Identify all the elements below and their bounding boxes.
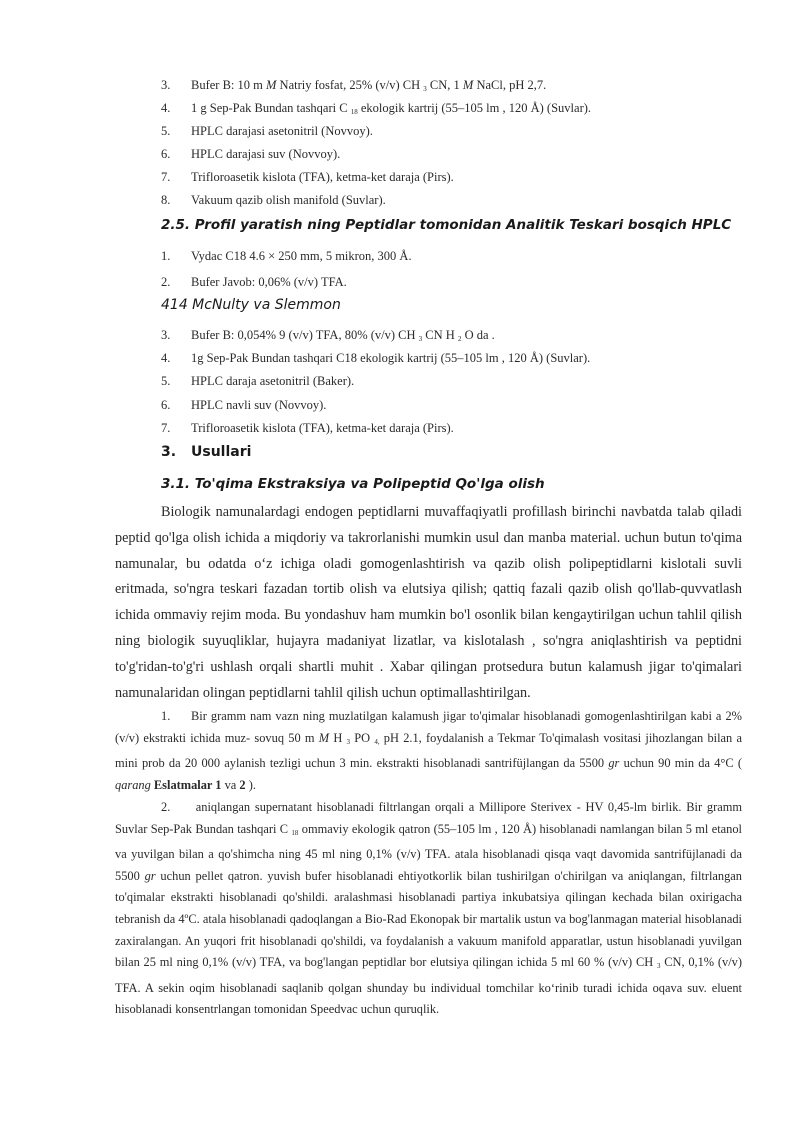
step-text: ). <box>245 777 256 792</box>
list-number: 6. <box>161 398 171 412</box>
list-item <box>161 77 546 97</box>
running-head: 414 McNulty va Slemmon <box>161 297 341 313</box>
section-heading <box>161 444 251 460</box>
list-text: NaCl, pH 2,7. <box>473 78 547 92</box>
list-item <box>161 192 386 208</box>
subscript: 4, <box>374 737 380 746</box>
list-item <box>161 274 347 290</box>
notes-reference: 2 <box>239 777 246 792</box>
step-text: uchun pellet qatron. yuvish bufer hisoblanadi ehtiyotkorlik bilan tushirilgan o'chirilgan va aniqlangan, filtrlangan to'qimalar ekstrakti hisoblanadi qo'shildi. aralashmasi hisoblanadi partiya inkubatsiya qilingan kechada bilan oxirigacha tebranish da 4ºC. atala hisoblanadi qadoqlangan a Bio-Rad Ekonopak bir martalik ustun va bog'lanmagan material hisoblanadi zaxiralangan. An yuqori frit hisoblanadi qo'shildi, va foydalanish a vakuum manifold apparatlar, ustun hisoblanadi yuvilgan bilan 25 ml ning 0,1% (v/v) TFA, va bog'langan peptidlar bor elutsiya qilingan ichida 5 ml 60 % (v/v) CH <box>115 868 742 970</box>
paragraph-text: Biologik namunalardagi endogen peptidlarni muvaffaqiyatli profillash birinchi navbatda talab qiladi peptid qo'lga olish ichida a miqdoriy va takrorlanishi mumkin usul dan manba material. uchun butun to'qima namunalar, bu odatda o‘z ichiga oladi gomogenlashtirish va qazib olish polipeptidlarni kislotali suvli eritmada, so'ngra teskari fazadan tortib olish va elutsiya qilish; qattiq fazali qazib olish qo'llab-quvvatlash ichida ommaviy rejim moda. Bu yondashuv ham mumkin bo'l osonlik bilan kengaytirilgan uchun tahlil qilish ning biologik suyuqliklar, hujayra madaniyat lizatlar, va kislotalash , so'ngra aniqlashtirish va peptidni to'g'ridan-to'g'ri ushlash orqali shartli muhit . Xabar qilingan protsedura butun kalamush jigar to'qimalari namunalaridan olingan peptidlarni tahlil qilish uchun optimallashtirilgan. <box>115 504 742 701</box>
subscript: 3 <box>346 737 351 746</box>
list-text: Natriy fosfat, 25% (v/v) CH <box>276 78 424 92</box>
list-text: M <box>266 78 277 92</box>
list-text: CN, 1 <box>426 78 463 92</box>
list-item <box>161 146 340 162</box>
list-item <box>161 248 412 264</box>
list-item <box>161 350 590 366</box>
subscript: 3 <box>423 85 427 93</box>
step-text: H <box>329 730 347 745</box>
step-text: CN, 0,1% (v/v) TFA. A sekin oqim hisoblanadi saqlanib qolgan shunday bu individual tomchilar ko‘rinib turadi ichida oqava suv. eluent hisoblanadi konsentrlangan tomonidan Speedvac uchun quruqlik. <box>115 955 742 1017</box>
list-text: M <box>462 78 474 92</box>
list-item <box>161 100 591 120</box>
body-paragraph <box>115 500 742 706</box>
step-text: uchun 90 min da 4°C ( <box>619 756 742 771</box>
subscript: 2 <box>457 335 462 343</box>
subsection-heading: 3.1. To'qima Ekstraksiya va Polipeptid Qo'lga olish <box>161 476 545 492</box>
notes-reference: Eslatmalar 1 <box>153 777 222 792</box>
list-number: 7. <box>161 421 171 435</box>
list-text: 1 g Sep-Pak Bundan tashqari C <box>191 101 351 115</box>
step-text: va <box>221 777 240 792</box>
list-number: 3. <box>161 328 171 342</box>
list-text: Bufer Javob: 0,06% (v/v) TFA. <box>191 275 347 289</box>
subscript: 3 <box>656 962 661 971</box>
list-text: Trifloroasetik kislota (TFA), ketma-ket daraja (Pirs). <box>191 170 454 184</box>
step-text: M <box>318 730 330 745</box>
list-item <box>161 123 373 139</box>
list-item <box>161 420 454 436</box>
step-text: qarang <box>115 777 151 792</box>
list-text: HPLC darajasi asetonitril (Novvoy). <box>191 124 373 138</box>
list-item <box>161 373 354 389</box>
list-text: Vakuum qazib olish manifold (Suvlar). <box>191 193 386 207</box>
list-text: Trifloroasetik kislota (TFA), ketma-ket daraja (Pirs). <box>191 421 454 435</box>
list-number: 7. <box>161 170 171 184</box>
list-number: 3. <box>161 78 171 92</box>
step-text: Bir gramm nam vazn ning muzlatilgan kalamush jigar to'qimalar hisoblanadi gomogenlashtirilgan kabi a 2% (v/v) ekstrakti ichida muz- sovuq 50 m <box>115 709 742 745</box>
list-number: 4. <box>161 101 171 115</box>
list-number: 4. <box>161 351 171 365</box>
step-text: aniqlangan supernatant hisoblanadi filtrlangan orqali a Millipore Sterivex - HV 0,45-lm birlik. Bir gramm Suvlar Sep-Pak Bundan tashqari C <box>115 800 742 836</box>
list-item <box>161 327 495 347</box>
list-number: 2. <box>161 275 171 289</box>
procedure-step <box>115 706 742 796</box>
list-text: CN H <box>422 328 458 342</box>
list-number: 5. <box>161 124 171 138</box>
list-number: 6. <box>161 147 171 161</box>
section-heading: 2.5. Profil yaratish ning Peptidlar tomonidan Analitik Teskari bosqich HPLC <box>161 217 732 233</box>
list-text: HPLC daraja asetonitril (Baker). <box>191 374 355 388</box>
list-text: ekologik kartrij (55–105 lm , 120 Å) (Suvlar). <box>357 101 592 115</box>
heading-number: 3. <box>161 444 177 460</box>
list-item <box>161 169 454 185</box>
step-text: pH 2.1, foydalanish a Tekmar To'qimalash vositasi jihozlangan bilan a mini prob da 20 000 aylanish tezligi uchun 3 min. ekstrakti hisoblanadi santrifüjlangan da 5500 <box>115 730 742 771</box>
step-number: 1. <box>161 709 171 723</box>
list-text: Bufer B: 0,054% 9 (v/v) TFA, 80% (v/v) CH <box>191 328 419 342</box>
step-text: PO <box>350 730 375 745</box>
procedure-step <box>115 797 742 1021</box>
list-text: 1g Sep-Pak Bundan tashqari C18 ekologik kartrij (55–105 lm , 120 Å) (Suvlar). <box>191 351 591 365</box>
list-number: 5. <box>161 374 171 388</box>
list-text: Bufer B: 10 m <box>191 78 266 92</box>
heading-text: Usullari <box>191 444 252 460</box>
subscript: 3 <box>418 335 423 343</box>
list-text: HPLC navli suv (Novvoy). <box>191 398 327 412</box>
list-item <box>161 397 326 413</box>
step-text: gr <box>608 756 620 771</box>
subscript: 18 <box>291 828 299 837</box>
list-number: 1. <box>161 249 171 263</box>
list-number: 8. <box>161 193 171 207</box>
list-text: O da . <box>461 328 495 342</box>
step-text: ommaviy ekologik qatron (55–105 lm , 120 Å) hisoblanadi namlangan bilan 5 ml etanol va yuvilgan bilan a qo'shimcha ning 45 ml ning 0,1% (v/v) TFA. atala hisoblanadi qisqa vaqt davomida santrifüjlanadi da 5500 <box>115 821 742 883</box>
subscript: 18 <box>350 108 358 116</box>
step-text: gr <box>144 868 156 883</box>
list-text: Vydac C18 4.6 × 250 mm, 5 mikron, 300 Å. <box>191 249 412 263</box>
list-text: HPLC darajasi suv (Novvoy). <box>191 147 341 161</box>
step-number: 2. <box>161 800 171 814</box>
